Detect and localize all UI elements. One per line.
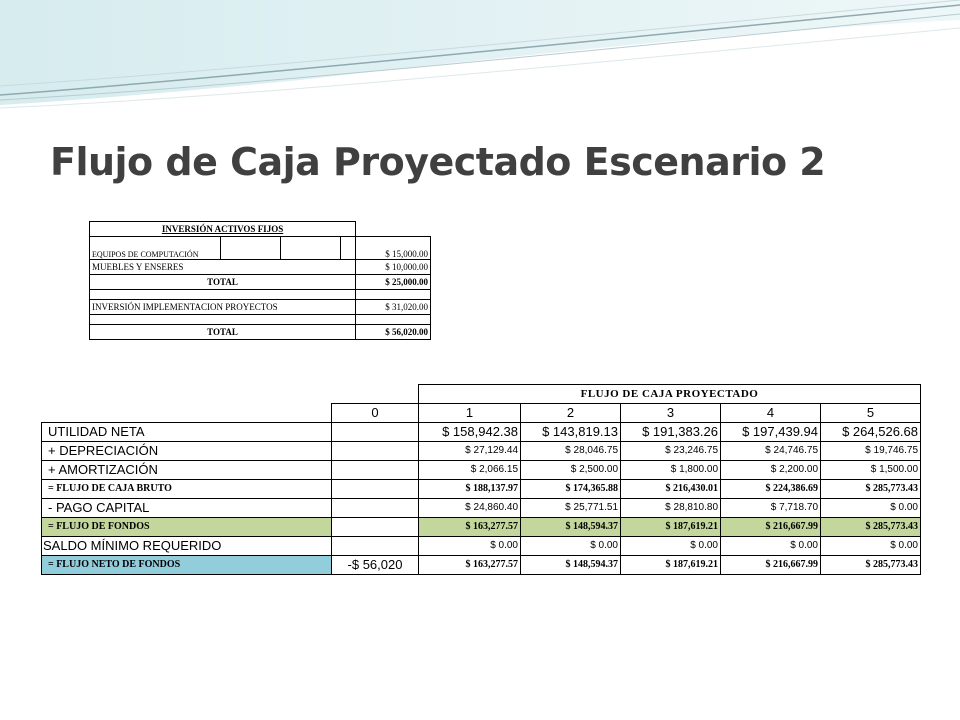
page-title: Flujo de Caja Proyectado Escenario 2 [50,140,826,184]
equipos-value: $ 15,000.00 [356,237,431,260]
cashflow-table [41,384,921,575]
impl-value: $ 31,020.00 [356,300,431,315]
row-flujo-neto: = FLUJO NETO DE FONDOS -$ 56,020 $ 163,277.57 $ 148,594.37 $ 187,619.21 $ 216,667.99 $ 285,773.43 [42,556,921,575]
total-investment-value: $ 56,020.00 [356,325,431,340]
investment-table [89,221,431,340]
year-3: 3 [621,404,721,423]
investment-header: INVERSIÓN ACTIVOS FIJOS [90,222,356,237]
row-pago-capital: - PAGO CAPITAL $ 24,860.40 $ 25,771.51 $ 28,810.80 $ 7,718.70 $ 0.00 [42,499,921,518]
total-fixed-value: $ 25,000.00 [356,275,431,290]
total-investment-label: TOTAL [90,325,356,340]
row-flujo-bruto: = FLUJO DE CAJA BRUTO $ 188,137.97 $ 174,365.88 $ 216,430.01 $ 224,386.69 $ 285,773.43 [42,480,921,499]
muebles-value: $ 10,000.00 [356,260,431,275]
year-4: 4 [721,404,821,423]
row-saldo-minimo: SALDO MÍNIMO REQUERIDO $ 0.00 $ 0.00 $ 0.00 $ 0.00 $ 0.00 [42,537,921,556]
year-2: 2 [521,404,621,423]
year-5: 5 [821,404,921,423]
muebles-label: MUEBLES Y ENSERES [90,260,356,275]
total-fixed-label: TOTAL [90,275,356,290]
row-utilidad-neta: UTILIDAD NETA $ 158,942.38 $ 143,819.13 $ 191,383.26 $ 197,439.94 $ 264,526.68 [42,423,921,442]
row-amortizacion: + AMORTIZACIÓN $ 2,066.15 $ 2,500.00 $ 1,800.00 $ 2,200.00 $ 1,500.00 [42,461,921,480]
initial-investment-value: -$ 56,020 [332,556,419,575]
row-flujo-fondos: = FLUJO DE FONDOS $ 163,277.57 $ 148,594.37 $ 187,619.21 $ 216,667.99 $ 285,773.43 [42,518,921,537]
cashflow-header: FLUJO DE CAJA PROYECTADO [419,385,921,404]
header-wave-decoration [0,0,960,120]
impl-label: INVERSIÓN IMPLEMENTACION PROYECTOS [90,300,356,315]
row-depreciacion: + DEPRECIACIÓN $ 27,129.44 $ 28,046.75 $ 23,246.75 $ 24,746.75 $ 19,746.75 [42,442,921,461]
year-1: 1 [419,404,521,423]
equipos-label: EQUIPOS DE COMPUTACIÓN [90,237,221,260]
year-0: 0 [332,404,419,423]
